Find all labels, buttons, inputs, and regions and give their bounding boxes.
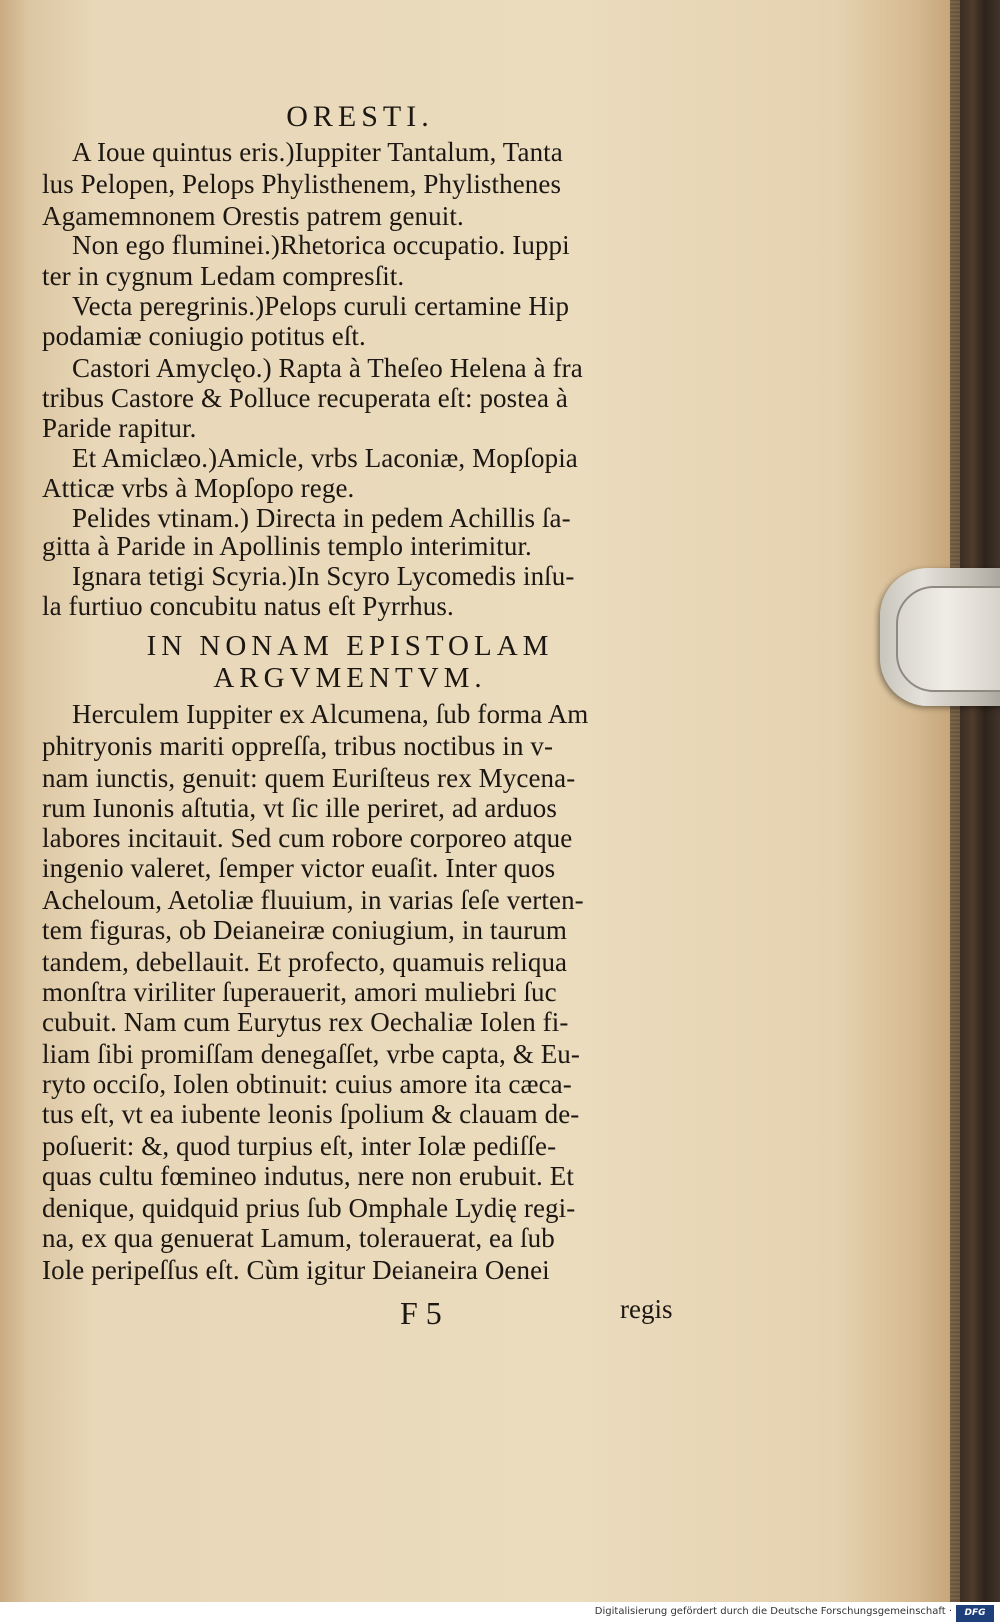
- note-line: Castori Amyclęo.) Rapta à Theſeo Helena à fra: [72, 353, 583, 383]
- argument-line: poſuerit: &, quod turpius eſt, inter Iolæ pediſſe-: [42, 1131, 557, 1161]
- funding-notice: Digitalisierung gefördert durch die Deutsche Forschungsgemeinschaft ·: [594, 1606, 952, 1617]
- argument-line: phitryonis mariti oppreſſa, tribus noctibus in v-: [42, 731, 554, 761]
- footer-bar: [0, 1602, 1000, 1624]
- argument-subtitle: ARGVMENTVM.: [213, 662, 487, 694]
- note-line: Atticæ vrbs à Mopſopo rege.: [42, 473, 355, 503]
- catchword: regis: [620, 1294, 673, 1324]
- dfg-logo-icon: DFG: [956, 1605, 994, 1622]
- note-line: Pelides vtinam.) Directa in pedem Achillis ſa-: [72, 503, 571, 533]
- note-line: Non ego fluminei.)Rhetorica occupatio. Iuppi: [72, 230, 570, 260]
- running-title: ORESTI.: [286, 100, 434, 133]
- note-line: Ignara tetigi Scyria.)In Scyro Lycomedis inſu-: [72, 561, 575, 591]
- argument-line: ryto occiſo, Iolen obtinuit: cuius amore ita cæca-: [42, 1069, 572, 1099]
- argument-line: tandem, debellauit. Et profecto, quamuis reliqua: [42, 947, 568, 977]
- note-line: Agamemnonem Orestis patrem genuit.: [42, 201, 464, 231]
- note-line: la furtiuo concubitu natus eſt Pyrrhus.: [42, 591, 454, 621]
- argument-line: rum Iunonis aſtutia, vt ſic ille periret, ad arduos: [42, 793, 557, 823]
- note-line: gitta à Paride in Apollinis templo interimitur.: [42, 531, 532, 561]
- argument-line: tem figuras, ob Deianeiræ coniugium, in taurum: [42, 915, 567, 945]
- argument-line: monſtra viriliter ſuperauerit, amori muliebri ſuc: [42, 977, 557, 1007]
- page-stack: [950, 0, 960, 1602]
- argument-line: Iole peripeſſus eſt. Cùm igitur Deianeira Oenei: [42, 1255, 550, 1285]
- note-line: tribus Castore & Polluce recuperata eſt: postea à: [42, 383, 568, 413]
- note-line: lus Pelopen, Pelops Phylisthenem, Phylisthenes: [42, 169, 562, 199]
- note-line: Et Amiclæo.)Amicle, vrbs Laconiæ, Mopſopia: [72, 443, 578, 473]
- argument-line: na, ex qua genuerat Lamum, tolerauerat, ea ſub: [42, 1223, 555, 1253]
- note-line: A Ioue quintus eris.)Iuppiter Tantalum, Tanta: [72, 137, 563, 167]
- argument-line: quas cultu fœmineo indutus, nere non erubuit. Et: [42, 1161, 574, 1191]
- argument-line: cubuit. Nam cum Eurytus rex Oechaliæ Iolen fi-: [42, 1007, 569, 1037]
- argument-line: labores incitauit. Sed cum robore corporeo atque: [42, 823, 573, 853]
- argument-line: denique, quidquid prius ſub Omphale Lydię regi-: [42, 1193, 576, 1223]
- argument-line: liam ſibi promiſſam denegaſſet, vrbe capta, & Eu-: [42, 1039, 580, 1069]
- signature-mark: F 5: [400, 1295, 442, 1331]
- argument-line: ingenio valeret, ſemper victor euaſit. Inter quos: [42, 853, 556, 883]
- argument-line: Acheloum, Aetoliæ fluuium, in varias ſeſe verten-: [42, 885, 584, 915]
- argument-line: nam iunctis, genuit: quem Euriſteus rex Mycena-: [42, 763, 576, 793]
- note-line: ter in cygnum Ledam compresſit.: [42, 261, 405, 291]
- note-line: Paride rapitur.: [42, 413, 197, 443]
- argument-line: tus eſt, vt ea iubente leonis ſpolium & clauam de-: [42, 1099, 580, 1129]
- argument-title: IN NONAM EPISTOLAM: [146, 630, 554, 662]
- argument-line: Herculem Iuppiter ex Alcumena, ſub forma Am: [72, 699, 589, 729]
- note-line: podamiæ coniugio potitus eſt.: [42, 321, 366, 351]
- note-line: Vecta peregrinis.)Pelops curuli certamine Hip: [72, 291, 570, 321]
